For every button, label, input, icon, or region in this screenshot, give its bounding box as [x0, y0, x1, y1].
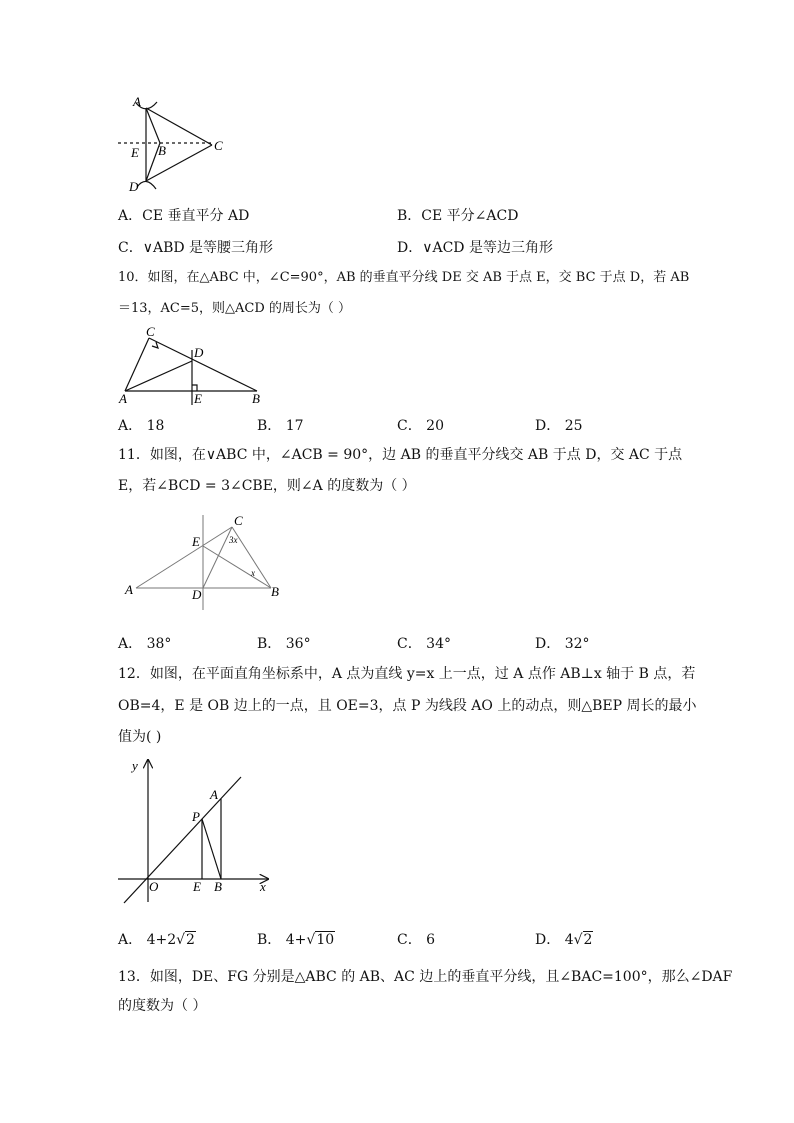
q12-option-c[interactable]: C． 6	[397, 932, 436, 948]
q9-label-B: B	[158, 143, 166, 158]
q10-label-C: C	[146, 324, 155, 339]
q10-label-D: D	[194, 345, 204, 360]
q12-label-P: P	[192, 809, 200, 824]
q12-label-A: A	[210, 787, 218, 802]
q9-option-c[interactable]: C．∨ABD 是等腰三角形	[118, 240, 274, 256]
q13-question-line2: 的度数为（ ）	[118, 998, 207, 1014]
q9-option-b[interactable]: B．CE 平分∠ACD	[397, 208, 519, 224]
q11-label-E: E	[192, 534, 200, 549]
q10-label-A: A	[119, 391, 127, 406]
q13-question-line1: 13．如图，DE、FG 分别是△ABC 的 AB、AC 边上的垂直平分线，且∠BAC=100°，那么∠DAF	[118, 969, 733, 985]
q12-line-y-eq-x	[124, 777, 241, 903]
q9-option-d[interactable]: D．∨ACD 是等边三角形	[397, 240, 553, 256]
q11-label-A: A	[125, 582, 133, 597]
q11-option-c[interactable]: C． 34°	[397, 636, 451, 652]
q12-option-b[interactable]: B． 4+√10	[257, 932, 335, 948]
q9-label-E: E	[131, 145, 139, 160]
q10-option-d[interactable]: D． 25	[535, 418, 583, 434]
q12-label-E: E	[193, 879, 201, 894]
q12-option-d[interactable]: D． 4√2	[535, 932, 593, 948]
q9-label-C: C	[214, 138, 223, 153]
q11-label-D: D	[192, 587, 202, 602]
sqrt-icon: √	[573, 932, 583, 948]
q10-label-B: B	[252, 391, 260, 406]
q12-question-line2: OB=4，E 是 OB 边上的一点，且 OE=3，点 P 为线段 AO 上的动点，则△BEP 周长的最小	[118, 698, 697, 714]
q10-option-a[interactable]: A． 18	[118, 418, 165, 434]
q10-option-b[interactable]: B． 17	[257, 418, 304, 434]
q10-option-c[interactable]: C． 20	[397, 418, 444, 434]
q11-angle-3x: 3x	[229, 535, 238, 545]
q9-label-D: D	[129, 179, 139, 194]
q10-label-E: E	[194, 391, 202, 406]
q12-label-B: B	[214, 879, 222, 894]
q9-label-A: A	[133, 94, 141, 109]
q11-question-line2: E，若∠BCD = 3∠CBE，则∠A 的度数为（ ）	[118, 478, 416, 494]
q11-option-d[interactable]: D． 32°	[535, 636, 590, 652]
q11-option-b[interactable]: B． 36°	[257, 636, 311, 652]
q12-label-x: x	[260, 879, 266, 894]
q12-label-O: O	[149, 879, 159, 894]
q10-question-line1: 10．如图，在△ABC 中，∠C=90°，AB 的垂直平分线 DE 交 AB 于点 E，交 BC 于点 D，若 AB	[118, 270, 690, 285]
q10-question-line2: ＝13，AC=5，则△ACD 的周长为（ ）	[118, 301, 352, 316]
q11-angle-x: x	[251, 568, 255, 578]
sqrt-icon: √	[306, 932, 316, 948]
q12-question-line1: 12．如图，在平面直角坐标系中，A 点为直线 y=x 上一点，过 A 点作 AB⊥x 轴于 B 点，若	[118, 666, 696, 682]
q12-label-y: y	[132, 758, 138, 773]
q11-option-a[interactable]: A． 38°	[118, 636, 172, 652]
q11-label-B: B	[271, 584, 279, 599]
q12-option-a[interactable]: A． 4+2√2	[118, 932, 195, 948]
q11-label-C: C	[234, 513, 243, 528]
q12-seg-PB	[202, 819, 221, 879]
q11-question-line1: 11．如图，在∨ABC 中，∠ACB = 90°，边 AB 的垂直平分线交 AB 于点 D，交 AC 于点	[118, 447, 683, 463]
q12-question-line3: 值为( )	[118, 729, 162, 745]
q9-option-a[interactable]: A．CE 垂直平分 AD	[118, 208, 250, 224]
sqrt-icon: √	[176, 932, 186, 948]
